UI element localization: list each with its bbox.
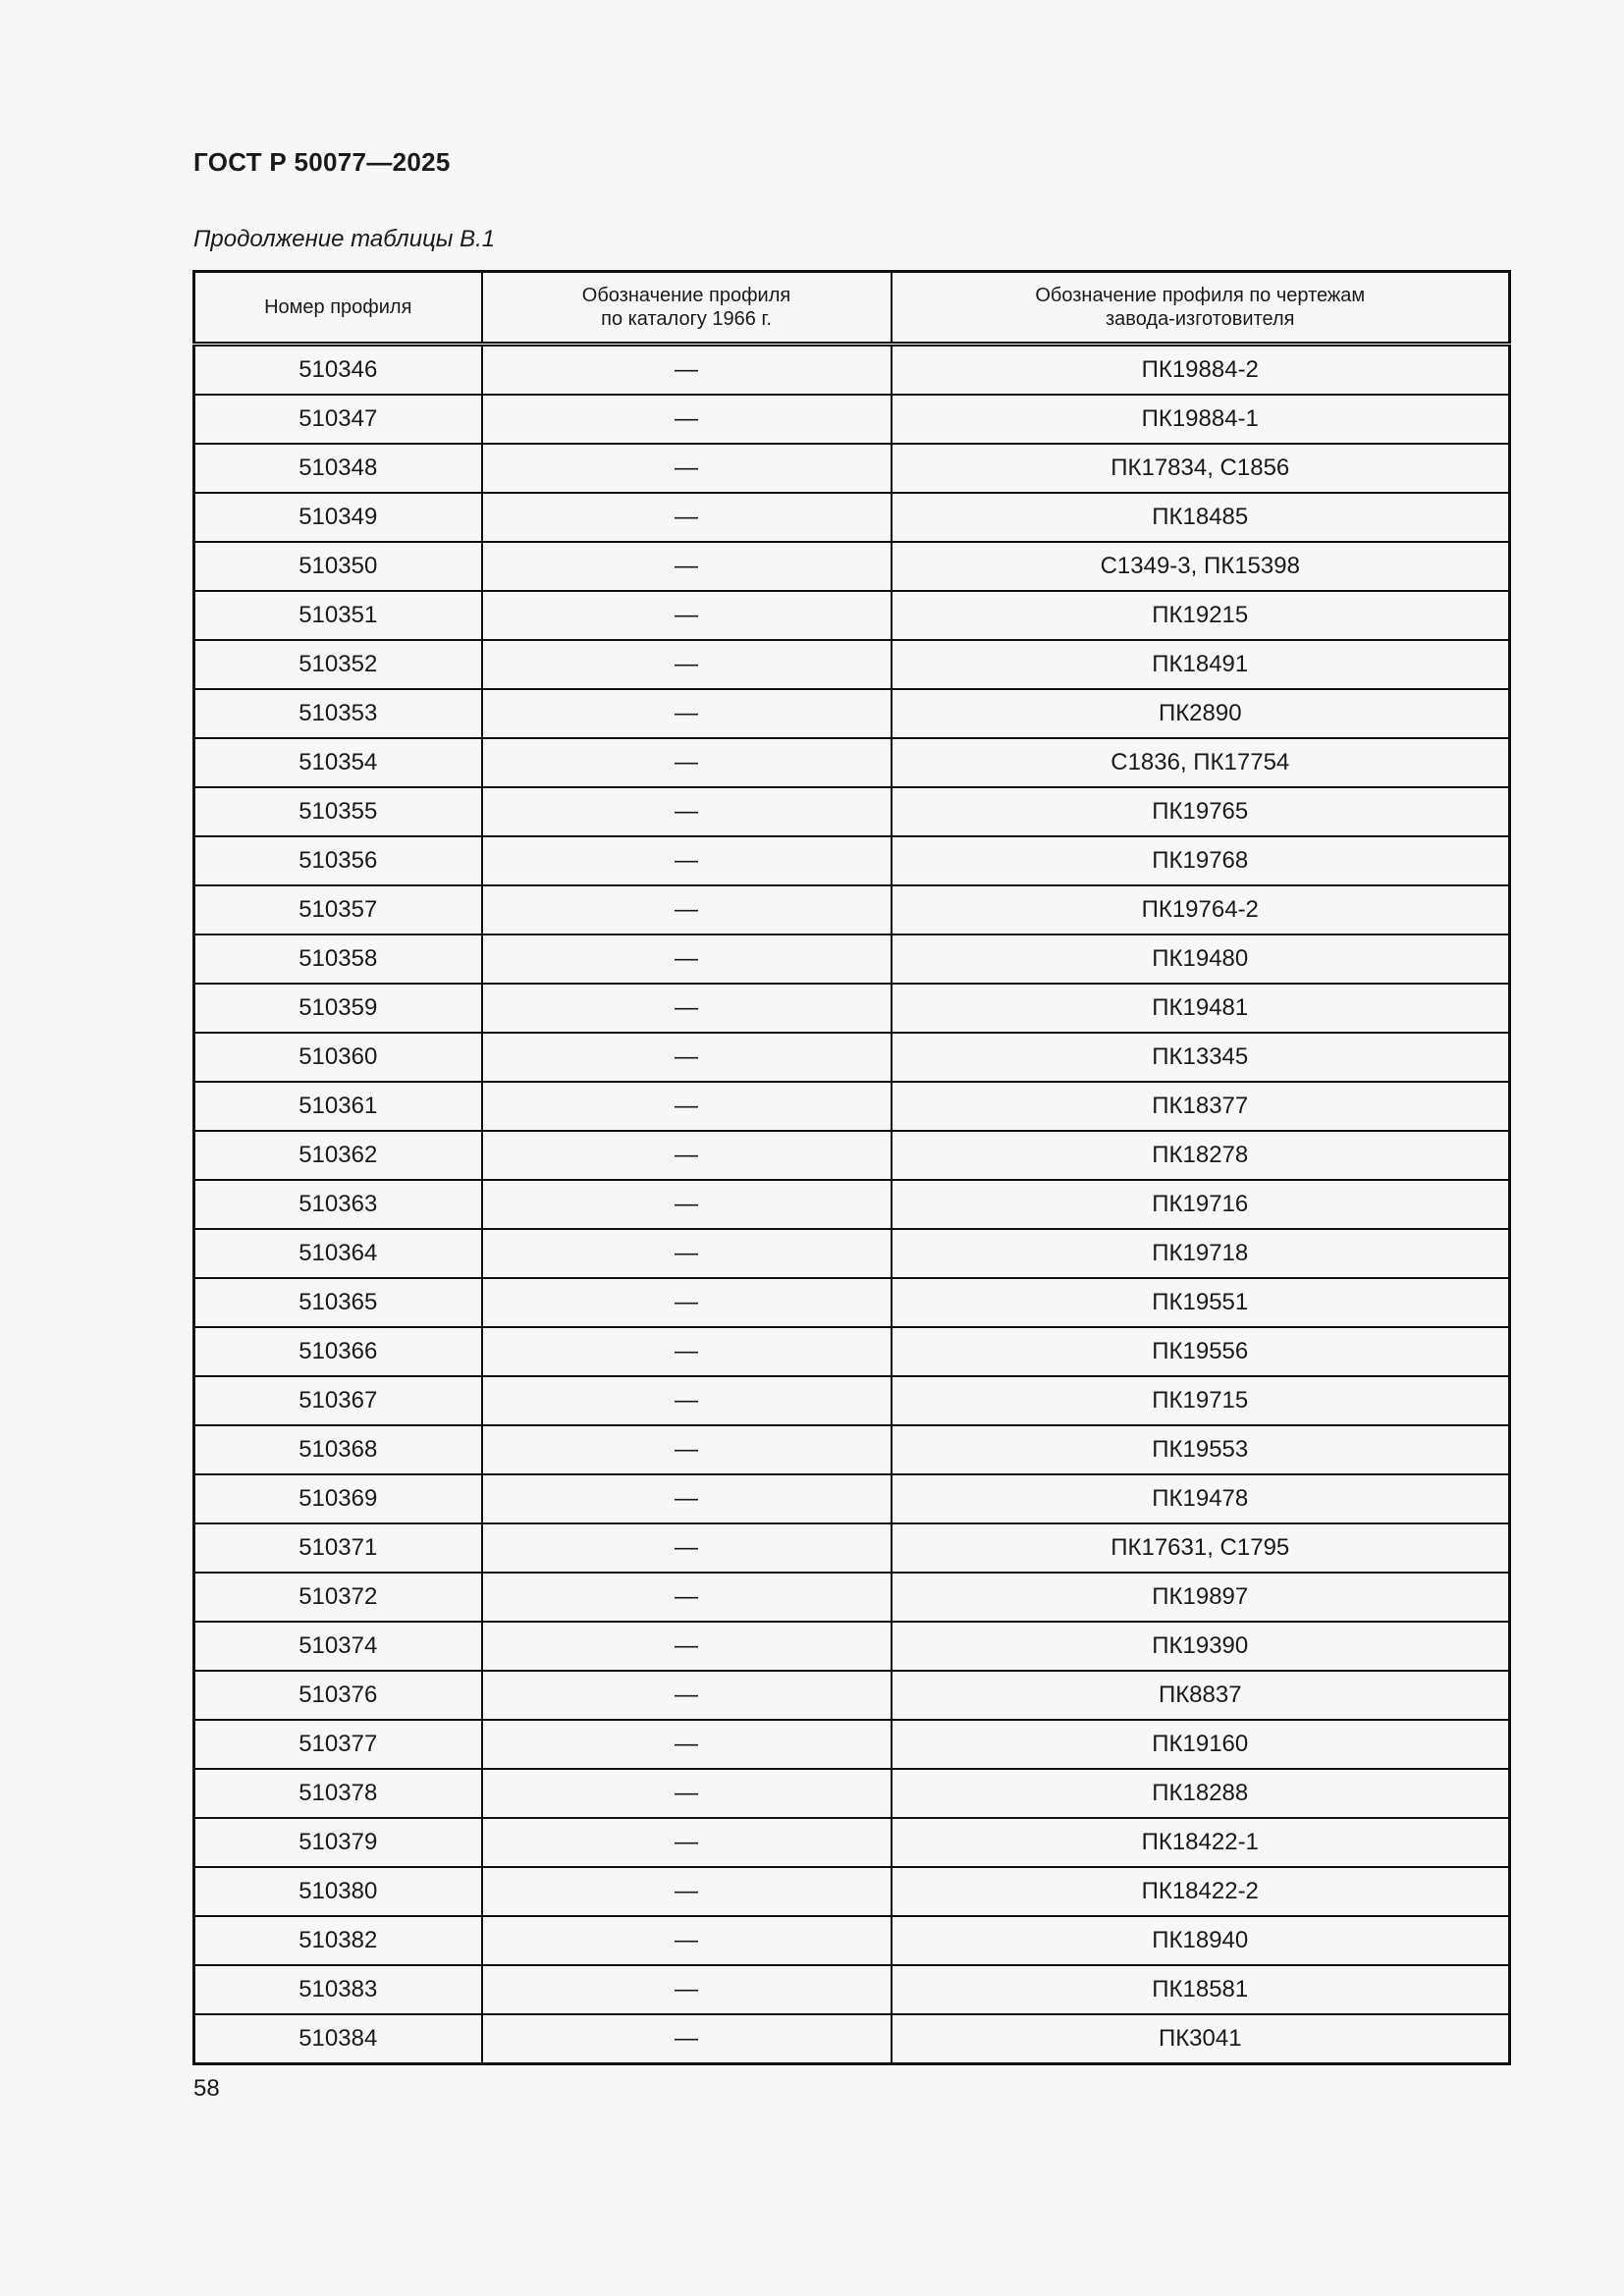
cell-catalog-designation: — xyxy=(482,1916,892,1965)
cell-catalog-designation: — xyxy=(482,1033,892,1082)
cell-profile-number: 510351 xyxy=(194,591,482,640)
cell-factory-designation: ПК19215 xyxy=(892,591,1510,640)
table-caption: Продолжение таблицы В.1 xyxy=(193,226,496,252)
profiles-table xyxy=(192,270,1511,2065)
cell-profile-number: 510362 xyxy=(194,1131,482,1180)
cell-catalog-designation: — xyxy=(482,1818,892,1867)
cell-factory-designation: ПК19481 xyxy=(892,984,1510,1033)
table-row xyxy=(194,885,1510,934)
table-row xyxy=(194,1278,1510,1327)
cell-profile-number: 510357 xyxy=(194,885,482,934)
cell-profile-number: 510377 xyxy=(194,1720,482,1769)
cell-factory-designation: ПК18278 xyxy=(892,1131,1510,1180)
cell-factory-designation: С1836, ПК17754 xyxy=(892,738,1510,787)
cell-profile-number: 510360 xyxy=(194,1033,482,1082)
table-row xyxy=(194,1523,1510,1573)
table-row xyxy=(194,1376,1510,1425)
cell-catalog-designation: — xyxy=(482,836,892,885)
cell-catalog-designation: — xyxy=(482,1082,892,1131)
table-row xyxy=(194,1229,1510,1278)
cell-factory-designation: ПК19716 xyxy=(892,1180,1510,1229)
cell-catalog-designation: — xyxy=(482,689,892,738)
table-row xyxy=(194,984,1510,1033)
cell-factory-designation: ПК19160 xyxy=(892,1720,1510,1769)
cell-factory-designation: ПК17631, С1795 xyxy=(892,1523,1510,1573)
cell-factory-designation: ПК3041 xyxy=(892,2014,1510,2064)
cell-catalog-designation: — xyxy=(482,787,892,836)
cell-factory-designation: ПК18422-2 xyxy=(892,1867,1510,1916)
cell-catalog-designation: — xyxy=(482,1425,892,1474)
cell-catalog-designation: — xyxy=(482,591,892,640)
cell-factory-designation: ПК18581 xyxy=(892,1965,1510,2014)
cell-factory-designation: ПК19390 xyxy=(892,1622,1510,1671)
cell-catalog-designation: — xyxy=(482,640,892,689)
table-row xyxy=(194,493,1510,542)
table-row xyxy=(194,1180,1510,1229)
cell-catalog-designation: — xyxy=(482,1622,892,1671)
cell-profile-number: 510350 xyxy=(194,542,482,591)
cell-profile-number: 510382 xyxy=(194,1916,482,1965)
column-header-factory-drawing: Обозначение профиля по чертежам завода-изготовителя xyxy=(892,272,1510,345)
table-row xyxy=(194,1622,1510,1671)
cell-catalog-designation: — xyxy=(482,885,892,934)
cell-factory-designation: ПК18491 xyxy=(892,640,1510,689)
profiles-table-container xyxy=(192,270,1508,2065)
cell-factory-designation: ПК18485 xyxy=(892,493,1510,542)
table-row xyxy=(194,1965,1510,2014)
table-row xyxy=(194,640,1510,689)
cell-catalog-designation: — xyxy=(482,395,892,444)
page-number: 58 xyxy=(193,2075,220,2102)
table-row xyxy=(194,1916,1510,1965)
cell-factory-designation: ПК19884-2 xyxy=(892,345,1510,396)
cell-factory-designation: ПК19553 xyxy=(892,1425,1510,1474)
table-row xyxy=(194,1769,1510,1818)
table-row xyxy=(194,395,1510,444)
table-row xyxy=(194,934,1510,984)
table-row xyxy=(194,1671,1510,1720)
cell-factory-designation: ПК19556 xyxy=(892,1327,1510,1376)
cell-catalog-designation: — xyxy=(482,1523,892,1573)
cell-profile-number: 510348 xyxy=(194,444,482,493)
cell-factory-designation: ПК19718 xyxy=(892,1229,1510,1278)
cell-profile-number: 510376 xyxy=(194,1671,482,1720)
cell-catalog-designation: — xyxy=(482,345,892,396)
cell-profile-number: 510359 xyxy=(194,984,482,1033)
table-row xyxy=(194,2014,1510,2064)
table-row xyxy=(194,738,1510,787)
cell-catalog-designation: — xyxy=(482,1769,892,1818)
table-row xyxy=(194,542,1510,591)
cell-catalog-designation: — xyxy=(482,1131,892,1180)
cell-factory-designation: ПК13345 xyxy=(892,1033,1510,1082)
table-row xyxy=(194,689,1510,738)
cell-catalog-designation: — xyxy=(482,444,892,493)
cell-factory-designation: ПК19478 xyxy=(892,1474,1510,1523)
cell-catalog-designation: — xyxy=(482,1180,892,1229)
cell-profile-number: 510371 xyxy=(194,1523,482,1573)
cell-profile-number: 510380 xyxy=(194,1867,482,1916)
cell-factory-designation: ПК19764-2 xyxy=(892,885,1510,934)
cell-profile-number: 510363 xyxy=(194,1180,482,1229)
cell-factory-designation: ПК2890 xyxy=(892,689,1510,738)
cell-profile-number: 510374 xyxy=(194,1622,482,1671)
cell-catalog-designation: — xyxy=(482,934,892,984)
cell-profile-number: 510383 xyxy=(194,1965,482,2014)
cell-profile-number: 510355 xyxy=(194,787,482,836)
cell-profile-number: 510354 xyxy=(194,738,482,787)
table-header-row xyxy=(194,272,1510,345)
table-row xyxy=(194,345,1510,396)
cell-profile-number: 510379 xyxy=(194,1818,482,1867)
cell-profile-number: 510349 xyxy=(194,493,482,542)
cell-profile-number: 510367 xyxy=(194,1376,482,1425)
cell-catalog-designation: — xyxy=(482,1278,892,1327)
cell-catalog-designation: — xyxy=(482,2014,892,2064)
cell-catalog-designation: — xyxy=(482,738,892,787)
cell-factory-designation: ПК18288 xyxy=(892,1769,1510,1818)
cell-profile-number: 510346 xyxy=(194,345,482,396)
cell-profile-number: 510361 xyxy=(194,1082,482,1131)
table-row xyxy=(194,1033,1510,1082)
table-header xyxy=(194,272,1510,345)
cell-catalog-designation: — xyxy=(482,1327,892,1376)
cell-factory-designation: ПК19715 xyxy=(892,1376,1510,1425)
table-row xyxy=(194,787,1510,836)
cell-profile-number: 510368 xyxy=(194,1425,482,1474)
cell-profile-number: 510378 xyxy=(194,1769,482,1818)
table-row xyxy=(194,1818,1510,1867)
cell-catalog-designation: — xyxy=(482,1965,892,2014)
column-header-catalog-1966: Обозначение профиля по каталогу 1966 г. xyxy=(482,272,892,345)
table-row xyxy=(194,1867,1510,1916)
cell-catalog-designation: — xyxy=(482,493,892,542)
table-row xyxy=(194,1720,1510,1769)
cell-profile-number: 510364 xyxy=(194,1229,482,1278)
table-row xyxy=(194,1131,1510,1180)
cell-profile-number: 510347 xyxy=(194,395,482,444)
cell-factory-designation: С1349-3, ПК15398 xyxy=(892,542,1510,591)
cell-factory-designation: ПК18377 xyxy=(892,1082,1510,1131)
table-row xyxy=(194,444,1510,493)
cell-factory-designation: ПК19765 xyxy=(892,787,1510,836)
cell-catalog-designation: — xyxy=(482,1474,892,1523)
cell-profile-number: 510365 xyxy=(194,1278,482,1327)
table-row xyxy=(194,836,1510,885)
table-row xyxy=(194,591,1510,640)
table-row xyxy=(194,1082,1510,1131)
cell-factory-designation: ПК19884-1 xyxy=(892,395,1510,444)
cell-catalog-designation: — xyxy=(482,1720,892,1769)
cell-catalog-designation: — xyxy=(482,1229,892,1278)
cell-factory-designation: ПК19480 xyxy=(892,934,1510,984)
table-body xyxy=(194,345,1510,2064)
cell-catalog-designation: — xyxy=(482,1573,892,1622)
cell-profile-number: 510372 xyxy=(194,1573,482,1622)
cell-profile-number: 510356 xyxy=(194,836,482,885)
cell-catalog-designation: — xyxy=(482,984,892,1033)
cell-factory-designation: ПК19768 xyxy=(892,836,1510,885)
cell-profile-number: 510366 xyxy=(194,1327,482,1376)
document-header: ГОСТ Р 50077—2025 xyxy=(193,147,451,177)
table-row xyxy=(194,1573,1510,1622)
cell-catalog-designation: — xyxy=(482,1671,892,1720)
cell-profile-number: 510369 xyxy=(194,1474,482,1523)
cell-factory-designation: ПК18940 xyxy=(892,1916,1510,1965)
cell-factory-designation: ПК19551 xyxy=(892,1278,1510,1327)
table-row xyxy=(194,1474,1510,1523)
cell-profile-number: 510352 xyxy=(194,640,482,689)
cell-profile-number: 510384 xyxy=(194,2014,482,2064)
cell-factory-designation: ПК19897 xyxy=(892,1573,1510,1622)
table-row xyxy=(194,1327,1510,1376)
cell-factory-designation: ПК8837 xyxy=(892,1671,1510,1720)
table-row xyxy=(194,1425,1510,1474)
cell-catalog-designation: — xyxy=(482,1867,892,1916)
cell-profile-number: 510358 xyxy=(194,934,482,984)
cell-catalog-designation: — xyxy=(482,1376,892,1425)
column-header-profile-number: Номер профиля xyxy=(194,272,482,345)
cell-factory-designation: ПК17834, С1856 xyxy=(892,444,1510,493)
cell-factory-designation: ПК18422-1 xyxy=(892,1818,1510,1867)
cell-profile-number: 510353 xyxy=(194,689,482,738)
cell-catalog-designation: — xyxy=(482,542,892,591)
